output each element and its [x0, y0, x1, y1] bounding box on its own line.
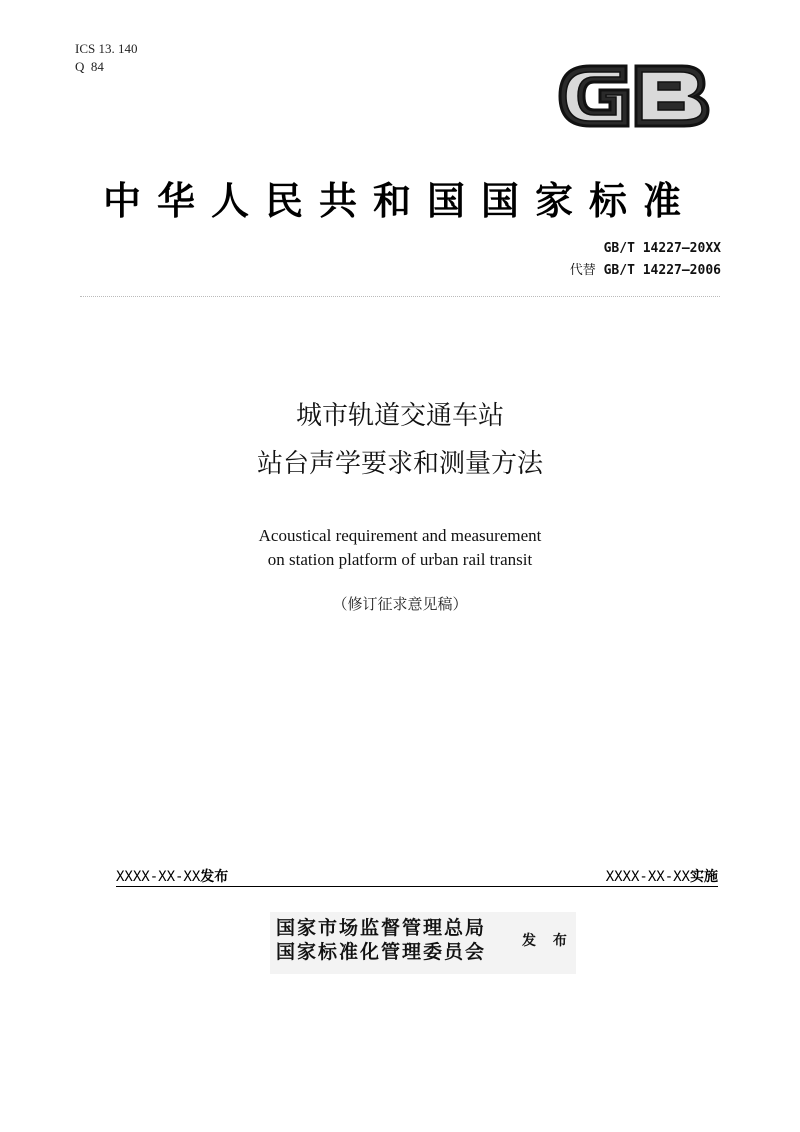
footer-divider: [116, 886, 718, 887]
replaced-standard-code: GB/T 14227—2006: [603, 263, 721, 278]
english-title-line2: on station platform of urban rail transit: [267, 550, 533, 569]
ics-code: ICS 13. 140: [75, 41, 138, 56]
implement-label: 实施: [690, 869, 718, 885]
publish-date-block: [116, 866, 228, 886]
dates-row: [116, 866, 718, 886]
chinese-title-line2: 站台声学要求和测量方法: [256, 449, 543, 479]
english-title: [0, 524, 800, 572]
replaces-prefix: 代替: [569, 263, 596, 278]
replaces-line: [570, 260, 721, 282]
chinese-title-line1: 城市轨道交通车站: [295, 401, 504, 431]
national-standard-title: 中华人民共和国国家标准: [102, 178, 697, 223]
english-title-line1: Acoustical requirement and measurement: [258, 526, 542, 545]
draft-status-note: （修订征求意见稿）: [332, 595, 468, 613]
issuer-org-1: 国家市场监督管理总局: [276, 917, 487, 939]
standard-number-block: [570, 238, 721, 282]
implement-date-block: [606, 866, 718, 886]
publish-label: 发布: [200, 869, 229, 885]
classification-codes: [75, 40, 137, 76]
publish-date: XXXX-XX-XX: [116, 869, 201, 885]
header-divider: [80, 296, 720, 297]
implement-date: XXXX-XX-XX: [605, 869, 690, 885]
issuer-organizations: [276, 916, 486, 964]
issuer-org-2: 国家标准化管理委员会: [276, 941, 487, 963]
gb-logo-icon: [554, 52, 714, 140]
chinese-title: [0, 392, 800, 488]
issuing-authorities: [270, 912, 576, 974]
ccs-code: Q 84: [75, 59, 104, 74]
standard-code: GB/T 14227—20XX: [603, 241, 721, 256]
issuer-action: 发 布: [522, 933, 573, 949]
